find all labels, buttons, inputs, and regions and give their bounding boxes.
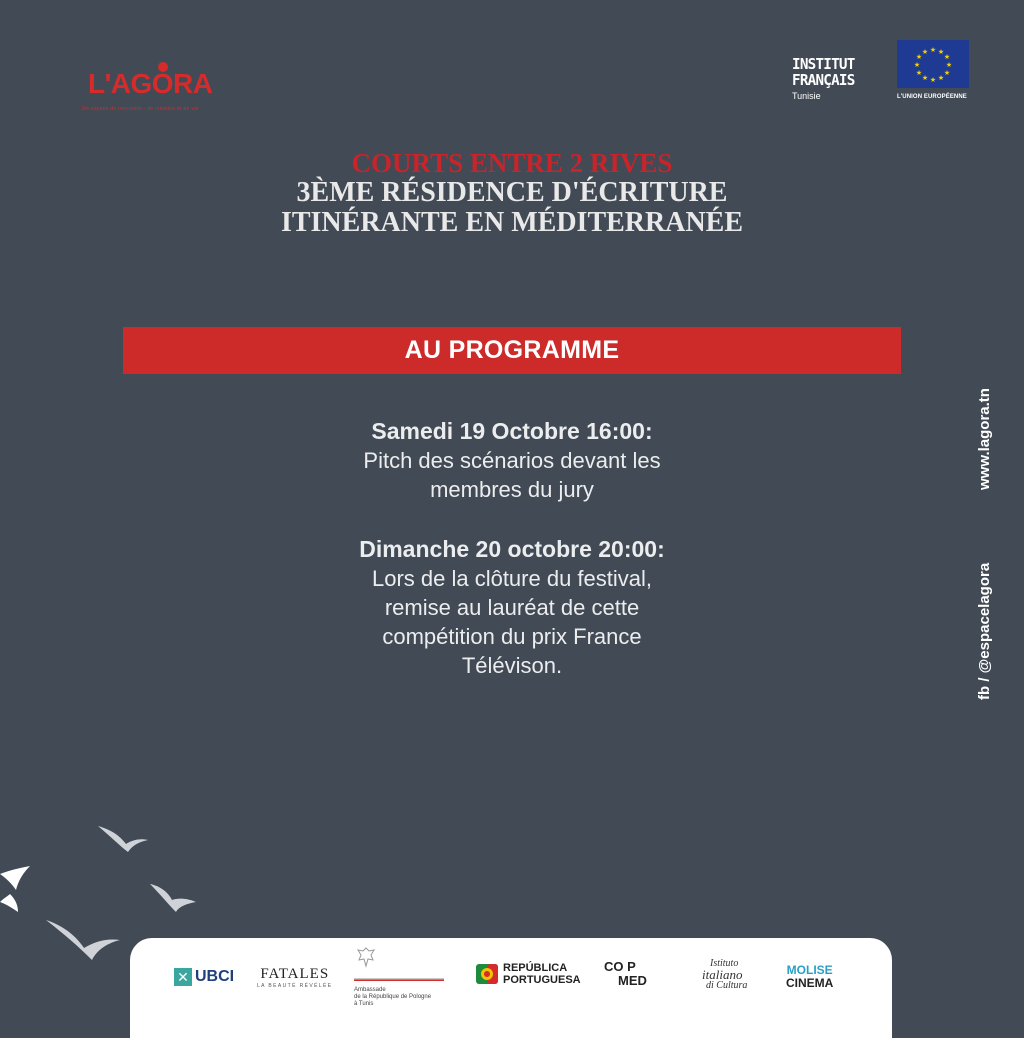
molise-cinema-logo [786, 964, 833, 990]
polish-eagle-icon [356, 946, 376, 968]
portugal-logo [476, 962, 581, 986]
portugal-line: PORTUGUESA [503, 974, 581, 986]
facebook-link[interactable]: fb / @espacelagora [976, 562, 993, 700]
schedule-line: remise au lauréat de cette [384, 595, 640, 620]
institut-line1: INSTITUT [792, 55, 855, 73]
svg-text:★: ★ [943, 69, 951, 77]
fatales-name: FATALES [260, 966, 330, 982]
schedule-line: membres du jury [430, 477, 594, 502]
poland-line: Ambassade [354, 987, 386, 993]
logo-text: L'AGORA [88, 68, 213, 99]
schedule-line: Lors de la clôture du festival, [371, 566, 653, 591]
institut-sub: Tunisie [792, 91, 821, 101]
portugal-line: REPÚBLICA [503, 962, 568, 974]
title-line-1: COURTS ENTRE 2 RIVES [351, 148, 673, 178]
italiano-line: Istituto [710, 958, 739, 969]
schedule-heading: Dimanche 20 octobre 20:00: [359, 536, 665, 562]
poland-embassy-logo [354, 946, 454, 1008]
ubci-logo [174, 968, 234, 986]
svg-text:★: ★ [915, 53, 923, 61]
website-link[interactable]: www.lagora.tn [976, 388, 993, 490]
title-line-2: 3ÈME RÉSIDENCE D'ÉCRITURE [296, 177, 728, 208]
molise-line: MOLISE [786, 963, 833, 977]
portugal-emblem-icon [476, 962, 498, 986]
poland-line: de la République de Pologne [354, 994, 432, 1000]
coopmed-logo [604, 960, 647, 988]
ubci-text: UBCI [195, 968, 235, 985]
programme-banner-label: AU PROGRAMME [404, 336, 620, 364]
sponsors-bar [130, 938, 892, 1038]
fatales-logo [257, 966, 333, 989]
svg-text:★: ★ [921, 48, 929, 56]
schedule-line: Pitch des scénarios devant les [363, 448, 661, 473]
eu-flag-icon [897, 40, 969, 88]
schedule-heading: Samedi 19 Octobre 16:00: [371, 418, 653, 444]
poland-line: à Tunis [354, 1001, 374, 1007]
schedule-item-1 [262, 417, 762, 504]
svg-text:★: ★ [915, 69, 923, 77]
schedule-line: Télévison. [461, 653, 563, 678]
svg-text:★: ★ [921, 74, 929, 82]
ubci-icon: ✕ [174, 968, 192, 986]
svg-text:★: ★ [929, 46, 937, 54]
italiano-line: italiano [702, 967, 743, 982]
title-block [200, 148, 824, 238]
institut-francais-logo [792, 56, 882, 104]
polish-flag-stripe [354, 978, 444, 981]
svg-text:★: ★ [913, 61, 921, 69]
logo-tagline: Un espace de rencontre · de création et de vie [82, 106, 199, 112]
istituto-italiano-logo [692, 958, 747, 991]
svg-text:★: ★ [937, 48, 945, 56]
eu-label: L'UNION EUROPÉENNE [897, 94, 967, 100]
schedule-item-2 [262, 535, 762, 680]
svg-text:★: ★ [943, 53, 951, 61]
schedule-line: compétition du prix France [382, 624, 642, 649]
agora-logo [82, 68, 242, 116]
italiano-line: di Cultura [706, 980, 748, 991]
svg-text:★: ★ [945, 61, 953, 69]
svg-text:★: ★ [929, 76, 937, 84]
fatales-sub: LA BEAUTÉ RÉVÉLÉE [257, 983, 333, 989]
institut-line2: FRANÇAIS [792, 71, 855, 89]
svg-text:★: ★ [937, 74, 945, 82]
molise-line: CINEMA [786, 976, 834, 990]
coopmed-line: CO P [604, 959, 636, 974]
title-line-3: ITINÉRANTE EN MÉDITERRANÉE [280, 207, 744, 238]
coopmed-line: MED [618, 973, 647, 988]
programme-banner [123, 327, 901, 374]
